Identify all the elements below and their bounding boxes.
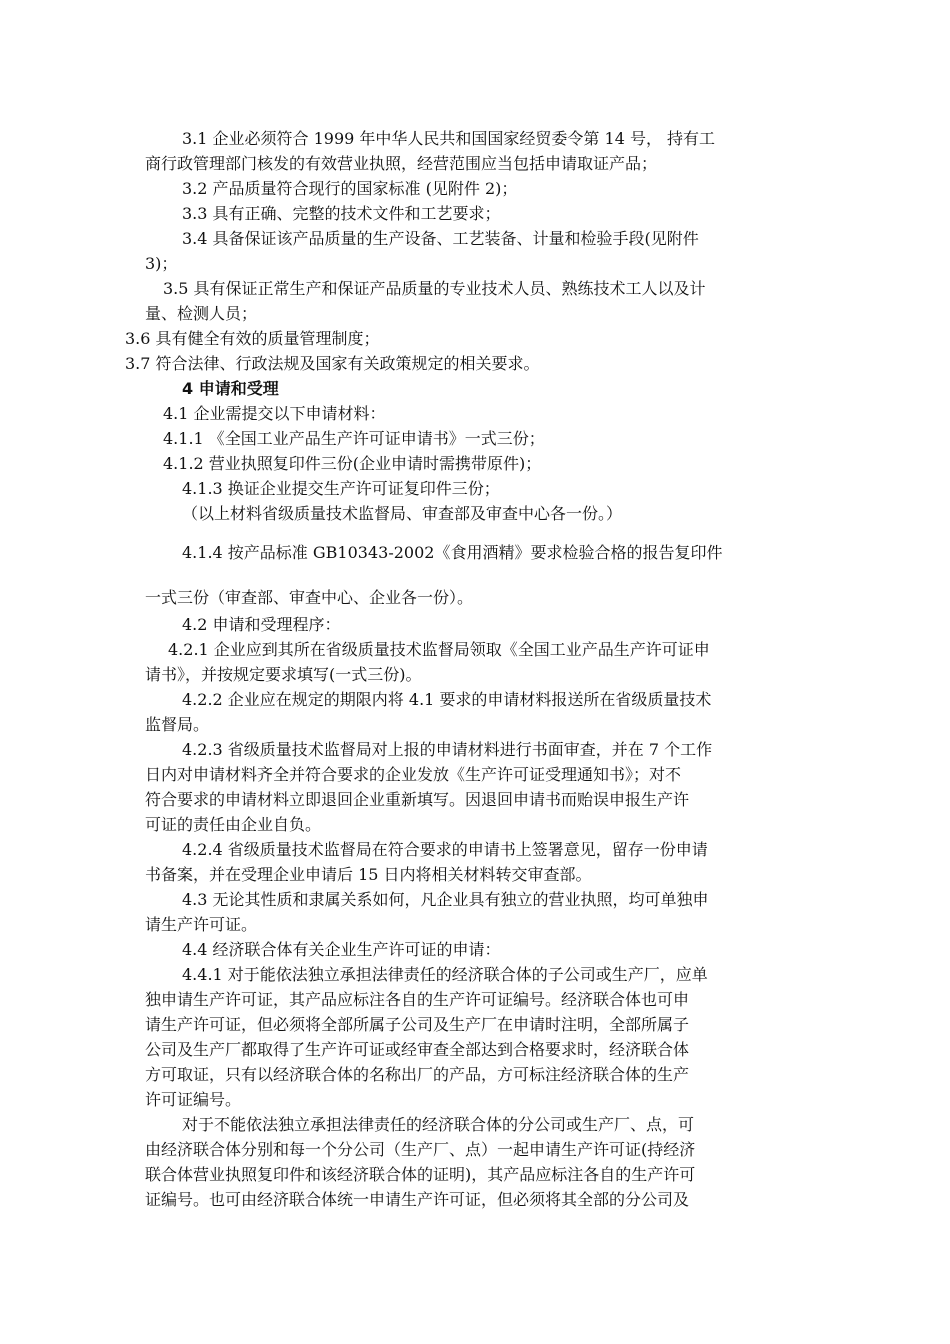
- text-line: 4.4 经济联合体有关企业生产许可证的申请：: [182, 940, 501, 959]
- text-line: 一式三份（审查部、审查中心、企业各一份）。: [145, 588, 474, 607]
- section-heading: 4 申请和受理: [182, 379, 279, 398]
- text-line: 4.2.2 企业应在规定的期限内将 4.1 要求的申请材料报送所在省级质量技术: [182, 690, 712, 709]
- text-line: 书备案，并在受理企业申请后 15 日内将相关材料转交审查部。: [145, 865, 592, 884]
- text-line: 量、检测人员；: [145, 304, 258, 323]
- text-line: 独申请生产许可证，其产品应标注各自的生产许可证编号。经济联合体也可申: [145, 990, 690, 1009]
- text-line: 商行政管理部门核发的有效营业执照，经营范围应当包括申请取证产品；: [145, 154, 658, 173]
- text-line: 日内对申请材料齐全并符合要求的企业发放《生产许可证受理通知书》；对不: [145, 765, 682, 784]
- text-line: 许可证编号。: [145, 1090, 242, 1109]
- text-line: 4.1 企业需提交以下申请材料：: [163, 404, 386, 423]
- text-line: 3.2 产品质量符合现行的国家标准 (见附件 2)；: [182, 179, 518, 198]
- text-line: 证编号。也可由经济联合体统一申请生产许可证，但必须将其全部的分公司及: [145, 1190, 690, 1209]
- text-line: 3.4 具备保证该产品质量的生产设备、工艺装备、计量和检验手段(见附件: [182, 229, 699, 248]
- text-line: 方可取证，只有以经济联合体的名称出厂的产品，方可标注经济联合体的生产: [145, 1065, 690, 1084]
- text-line: 4.1.4 按产品标准 GB10343-2002《食用酒精》要求检验合格的报告复印件: [182, 543, 723, 562]
- text-line: 4.2.3 省级质量技术监督局对上报的申请材料进行书面审查，并在 7 个工作: [182, 740, 713, 759]
- text-line: 联合体营业执照复印件和该经济联合体的证明)，其产品应标注各自的生产许可: [145, 1165, 696, 1184]
- text-line: 可证的责任由企业自负。: [145, 815, 322, 834]
- text-line: 请书》，并按规定要求填写(一式三份)。: [145, 665, 422, 684]
- text-line: 公司及生产厂都取得了生产许可证或经审查全部达到合格要求时，经济联合体: [145, 1040, 690, 1059]
- text-line: 3.3 具有正确、完整的技术文件和工艺要求；: [182, 204, 501, 223]
- text-line: 4.3 无论其性质和隶属关系如何，凡企业具有独立的营业执照，均可单独申: [182, 890, 709, 909]
- text-line: 4.2 申请和受理程序：: [182, 615, 341, 634]
- text-line: 4.1.3 换证企业提交生产许可证复印件三份；: [182, 479, 500, 498]
- text-line: 4.2.1 企业应到其所在省级质量技术监督局领取《全国工业产品生产许可证申: [168, 640, 710, 659]
- text-line: 对于不能依法独立承担法律责任的经济联合体的分公司或生产厂、点，可: [182, 1115, 695, 1134]
- text-line: 3.5 具有保证正常生产和保证产品质量的专业技术人员、熟练技术工人以及计: [163, 279, 706, 298]
- text-line: 3.6 具有健全有效的质量管理制度；: [125, 329, 380, 348]
- text-line: 3)；: [145, 254, 178, 273]
- text-line: 3.7 符合法律、行政法规及国家有关政策规定的相关要求。: [125, 354, 540, 373]
- text-line: 4.1.2 营业执照复印件三份(企业申请时需携带原件)；: [163, 454, 542, 473]
- text-line: 4.4.1 对于能依法独立承担法律责任的经济联合体的子公司或生产厂，应单: [182, 965, 708, 984]
- text-line: 4.1.1 《全国工业产品生产许可证申请书》一式三份；: [163, 429, 545, 448]
- text-line: 3.1 企业必须符合 1999 年中华人民共和国国家经贸委令第 14 号， 持有工: [182, 129, 716, 148]
- text-line: 由经济联合体分别和每一个分公司（生产厂、点）一起申请生产许可证(持经济: [145, 1140, 696, 1159]
- text-line: 请生产许可证，但必须将全部所属子公司及生产厂在申请时注明，全部所属子: [145, 1015, 690, 1034]
- text-line: 4.2.4 省级质量技术监督局在符合要求的申请书上签署意见，留存一份申请: [182, 840, 708, 859]
- text-line: 符合要求的申请材料立即退回企业重新填写。因退回申请书而贻误申报生产许: [145, 790, 690, 809]
- text-line: （以上材料省级质量技术监督局、审查部及审查中心各一份。）: [182, 504, 623, 523]
- text-line: 监督局。: [145, 715, 210, 734]
- text-line: 请生产许可证。: [145, 915, 258, 934]
